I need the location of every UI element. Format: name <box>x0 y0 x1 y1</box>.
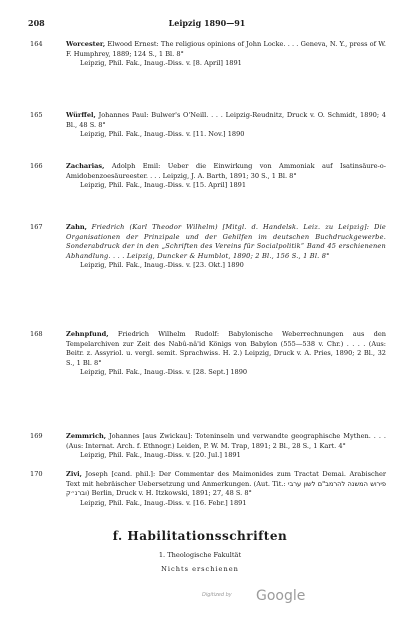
watermark-digitized: Digitized by <box>202 592 232 598</box>
entry-number: 169 <box>30 432 43 440</box>
entry-number: 164 <box>30 40 43 48</box>
entry-meta: Leipzig, Phil. Fak., Inaug.-Diss. v. [23. Okt.] 1890 <box>80 261 244 270</box>
entry-meta: Leipzig, Phil. Fak., Inaug.-Diss. v. [16. Febr.] 1891 <box>80 498 247 507</box>
entry-text: Friedrich Wilhelm Rudolf: Babylonische Weberrechnungen aus den Tempelarchiven zur Zeit des Nabû-nâ'id Königs von Babylon (555—538 v. Chr.) . . . . (Aus: Beitr. z. Assyriol. u. vergl. semit. Sprachwiss. H. 2.) Leipzig, Druck v. A. Pries, 1890; 2 Bl., 32 S., 1 Bl. 8° <box>66 330 386 367</box>
section-title: f. Habilitationsschriften <box>112 529 288 543</box>
entry-meta: Leipzig, Phil. Fak., Inaug.-Diss. v. [11. Nov.] 1890 <box>80 130 245 139</box>
entry-number: 170 <box>30 470 43 478</box>
entry-meta: Leipzig, Phil. Fak., Inaug.-Diss. v. [15. April] 1891 <box>80 181 247 190</box>
entry-text-cont: ) Berlin, Druck v. H. Itzkowski, 1891; 27, 48 S. 8° <box>86 489 252 498</box>
entry-text: Joseph [cand. phil.]: Der Commentar des Maimonides zum Tractat Demai. Arabischer Text mit hebräischer Uebersetzung und Anmerkungen. (Aut. Tit.: <box>66 470 386 488</box>
google-logo: Google <box>256 588 306 604</box>
entry-text: Friedrich (Karl Theodor Wilhelm) [Mitgl. d. Handelsk. Leiz. zu Leipzig]: Die Organisationen der Prinzipale und der Gehilfen im deutschen Buchdruckgewerbe. Sonderabdruck der in den „Schriften des Vereins für Socialpolitik“ Band 45 erschienenen Abhandlung. . . . Leipzig, Duncker & Humblot, 1890; 2 Bl., 156 S., 1 Bl. 8° <box>66 223 386 260</box>
entry-author: Würffel, <box>66 111 96 119</box>
entry-meta: Leipzig, Phil. Fak., Inaug.-Diss. v. [28. Sept.] 1890 <box>80 368 248 377</box>
entry-text: Johannes [aus Zwickau]: Toteninseln und verwandte geographische Mythen. . . . (Aus: Internat. Arch. f. Ethnogr.) Leiden, P. W. M. Trap, 1891; 2 Bl., 28 S., 1 Kart. 4° <box>66 432 386 450</box>
entry-author: Zemmrich, <box>66 432 107 440</box>
entry-text: Adolph Emil: Ueber die Einwirkung von Ammoniak auf Isatinsäure-o-Amidobenzoesäureester. . . . Leipzig, J. A. Barth, 1891; 30 S., 1 Bl. 8° <box>66 162 386 180</box>
entry-author: Worcester, <box>66 40 106 48</box>
entry-meta: Leipzig, Phil. Fak., Inaug.-Diss. v. [20. Jul.] 1891 <box>80 451 241 460</box>
entry-author: Zivi, <box>66 470 82 478</box>
entry-number: 167 <box>30 223 43 231</box>
entry-author: Zahn, <box>66 223 87 231</box>
page-header <box>28 18 386 32</box>
entry-text: Elwood Ernest: The religious opinions of John Locke. . . . Geneva, N. Y., press of W. F. Humphrey, 1889; 124 S., 1 Bl. 8° <box>66 40 386 58</box>
section-subtitle: 1. Theologische Fakultät <box>158 551 242 559</box>
page-number: 208 <box>28 18 45 28</box>
entry-text: Johannes Paul: Bulwer's O'Neill. . . . Leipzig-Reudnitz, Druck v. O. Schmidt, 1890; 4 Bl., 48 S. 8° <box>66 111 386 129</box>
entry-meta: Leipzig, Phil. Fak., Inaug.-Diss. v. [8. April] 1891 <box>80 59 242 68</box>
entry-number: 168 <box>30 330 43 338</box>
entry-author: Zacharias, <box>66 162 105 170</box>
hebrew-title: פירוש המשנה להרמב"ם לשון ערבי וברנ״ק <box>66 479 386 498</box>
entry-author: Zehnpfund, <box>66 330 109 338</box>
running-title: Leipzig 1890—91 <box>168 18 246 28</box>
entry-number: 165 <box>30 111 43 119</box>
entry-number: 166 <box>30 162 43 170</box>
nothing-published: Nichts erschienen <box>161 565 239 573</box>
